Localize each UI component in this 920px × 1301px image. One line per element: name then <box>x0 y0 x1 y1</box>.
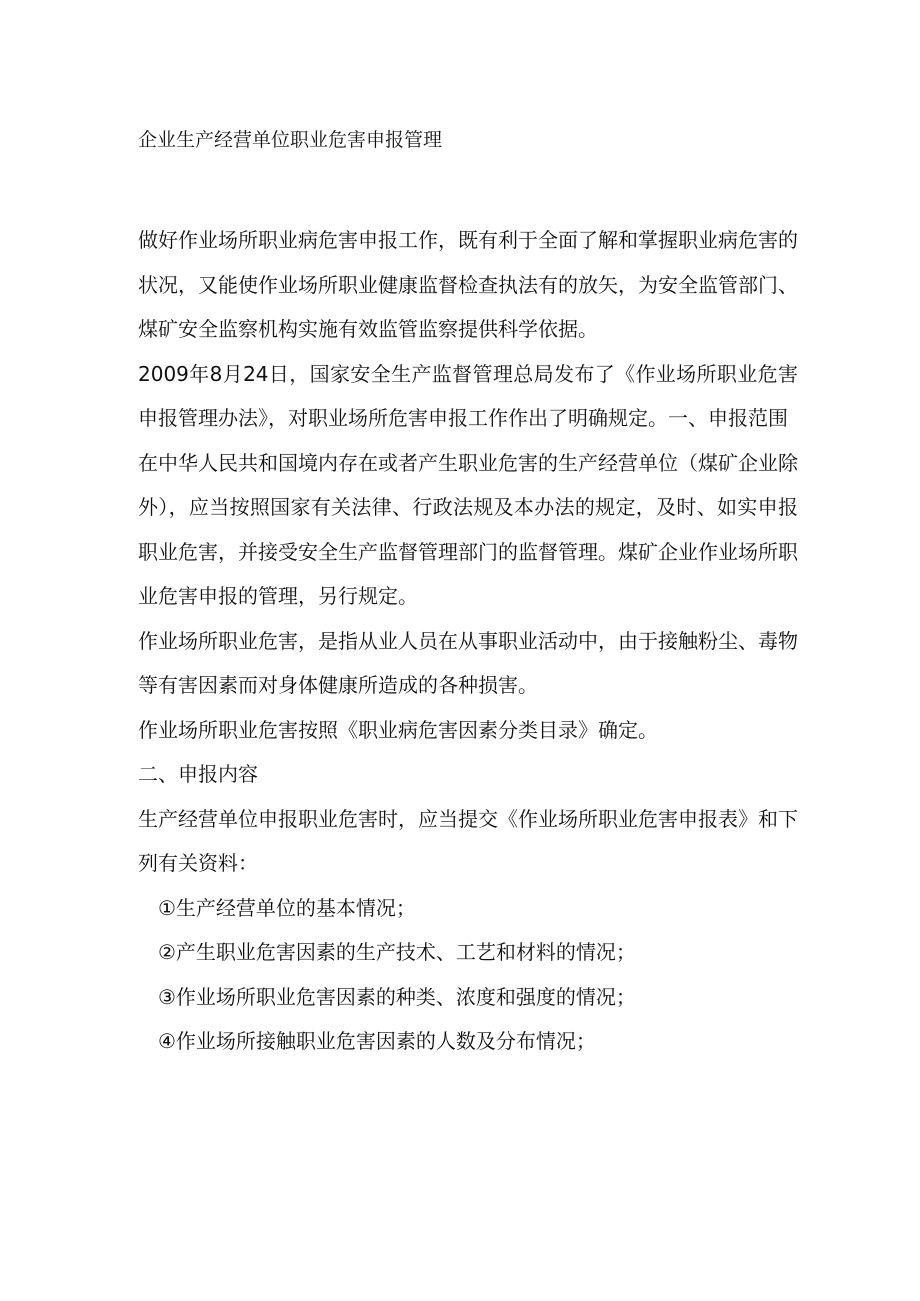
document-body <box>138 118 798 1064</box>
section-heading-content: 二、申报内容 <box>138 762 258 786</box>
list-item: ②产生职业危害因素的生产技术、工艺和材料的情况； <box>158 940 636 964</box>
paragraph-definition: 作业场所职业危害，是指从业人员在从事职业活动中，由于接触粉尘、毒物等有害因素而对身体健康所造成的各种损害。 <box>138 628 798 697</box>
list-item: ③作业场所职业危害因素的种类、浓度和强度的情况； <box>158 984 636 1009</box>
paragraph-intro: 做好作业场所职业病危害申报工作，既有利于全面了解和掌握职业病危害的状况，又能使作业场所职业健康监督检查执法有的放矢，为安全监管部门、煤矿安全监察机构实施有效监管监察提供科学依据。 <box>138 228 798 341</box>
paragraph-scope: 在中华人民共和国境内存在或者产生职业危害的生产经营单位（煤矿企业除外），应当按照国家有关法律、行政法规及本办法的规定，及时、如实申报职业危害，并接受安全生产监督管理部门的监督管理。煤矿企业作业场所职业危害申报的管理，另行规定。 <box>138 450 798 608</box>
list-item: ①生产经营单位的基本情况； <box>158 895 416 920</box>
document-title: 企业生产经营单位职业危害申报管理 <box>138 129 443 151</box>
paragraph-submission: 生产经营单位申报职业危害时，应当提交《作业场所职业危害申报表》和下列有关资料： <box>138 806 798 875</box>
paragraph-catalog: 作业场所职业危害按照《职业病危害因素分类目录》确定。 <box>138 717 658 742</box>
list-item: ④作业场所接触职业危害因素的人数及分布情况； <box>158 1029 596 1053</box>
paragraph-regulation: 2009年8月24日，国家安全生产监督管理总局发布了《作业场所职业危害申报管理办法》，对职业场所危害申报工作作出了明确规定。一、申报范围 <box>138 361 798 430</box>
